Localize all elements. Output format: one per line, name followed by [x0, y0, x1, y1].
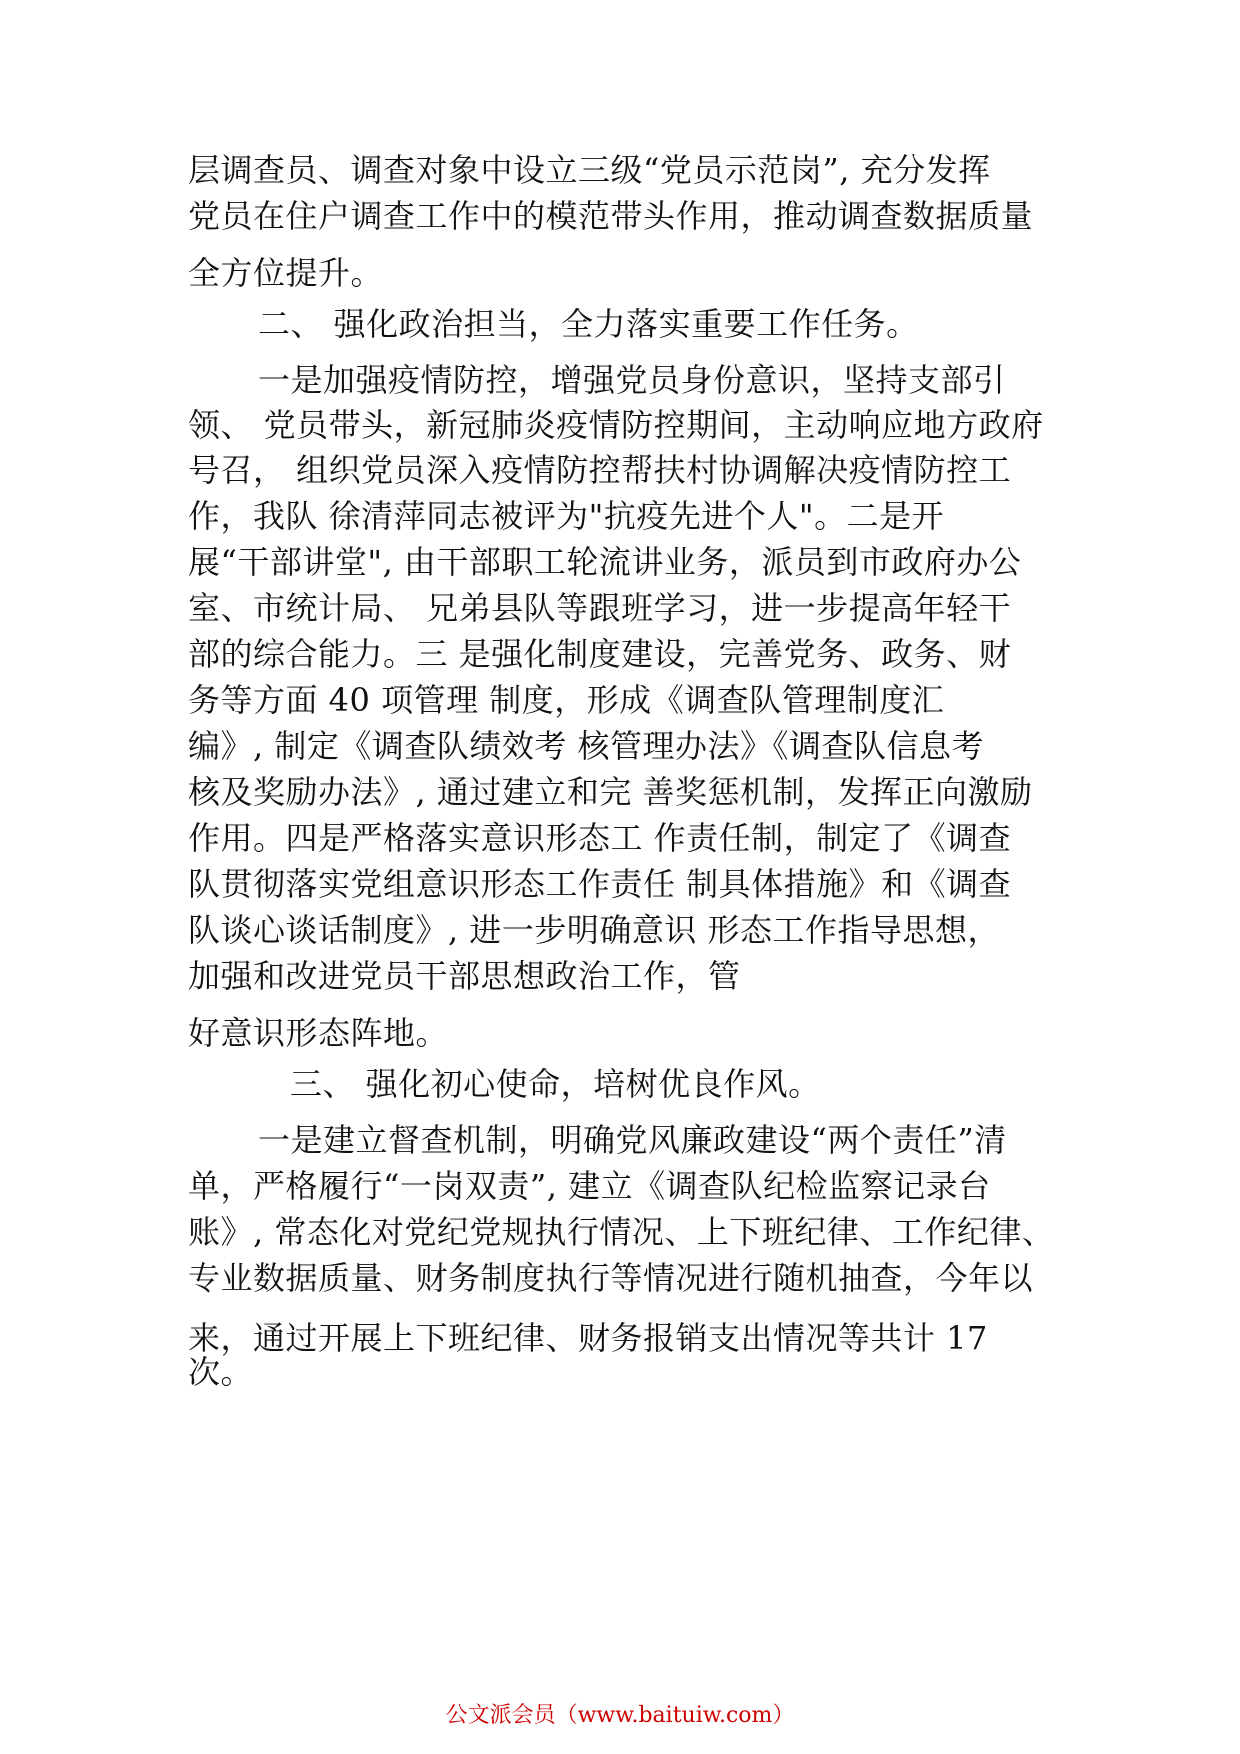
paragraph-2-line-6: 室、市统计局、 兄弟县队等跟班学习，进一步提高年轻干: [188, 589, 1012, 627]
section-heading-3: 三、 强化初心使命，培树优良作风。: [290, 1065, 821, 1103]
paragraph-3-line-1: 一是建立督查机制，明确党风廉政建设“两个责任”清: [258, 1121, 1007, 1159]
paragraph-2-line-2: 领、 党员带头，新冠肺炎疫情防控期间，主动响应地方政府: [188, 406, 1044, 444]
paragraph-2-line-10: 核及奖励办法》, 通过建立和完 善奖惩机制，发挥正向激励: [188, 773, 1033, 811]
paragraph-2-line-12: 队贯彻落实党组意识形态工作责任 制具体措施》和《调查: [188, 865, 1012, 903]
footer-watermark: 公文派会员（www.baituiw.com）: [445, 1703, 795, 1728]
paragraph-2-line-11: 作用。四是严格落实意识形态工 作责任制，制定了《调查: [188, 819, 1012, 857]
paragraph-2-line-14: 加强和改进党员干部思想政治工作，管: [188, 957, 741, 995]
paragraph-2-line-8: 务等方面 40 项管理 制度，形成《调查队管理制度汇: [188, 681, 945, 719]
paragraph-2-line-15: 好意识形态阵地。: [188, 1014, 449, 1052]
paragraph-2-line-5: 展“干部讲堂", 由干部职工轮流讲业务，派员到市政府办公: [188, 543, 1022, 581]
section-heading-2: 二、 强化政治担当，全力落实重要工作任务。: [258, 305, 919, 343]
paragraph-2-line-3: 号召， 组织党员深入疫情防控帮扶村协调解决疫情防控工: [188, 451, 1012, 489]
paragraph-intro-line-2: 党员在住户调查工作中的模范带头作用，推动调查数据质量: [188, 197, 1034, 235]
paragraph-2-line-13: 队谈心谈话制度》, 进一步明确意识 形态工作指导思想，: [188, 911, 1001, 949]
paragraph-3-line-2: 单，严格履行“一岗双责”, 建立《调查队纪检监察记录台: [188, 1167, 991, 1205]
paragraph-intro-line-1: 层调查员、调查对象中设立三级“党员示范岗”, 充分发挥: [188, 151, 991, 189]
paragraph-intro-line-3: 全方位提升。: [188, 254, 384, 292]
paragraph-3-line-5: 来，通过开展上下班纪律、财务报销支出情况等共计 17: [188, 1319, 988, 1357]
paragraph-3-line-3: 账》, 常态化对党纪党规执行情况、上下班纪律、工作纪律、: [188, 1213, 1055, 1251]
paragraph-2-line-7: 部的综合能力。三 是强化制度建设，完善党务、政务、财: [188, 635, 1012, 673]
paragraph-3-line-4: 专业数据质量、财务制度执行等情况进行随机抽查，今年以: [188, 1259, 1034, 1297]
paragraph-2-line-1: 一是加强疫情防控，增强党员身份意识，坚持支部引: [258, 361, 1006, 399]
paragraph-2-line-4: 作，我队 徐清萍同志被评为"抗疫先进个人"。二是开: [188, 497, 945, 535]
paragraph-2-line-9: 编》, 制定《调查队绩效考 核管理办法》《调查队信息考: [188, 727, 985, 765]
paragraph-3-line-6: 次。: [188, 1353, 254, 1391]
